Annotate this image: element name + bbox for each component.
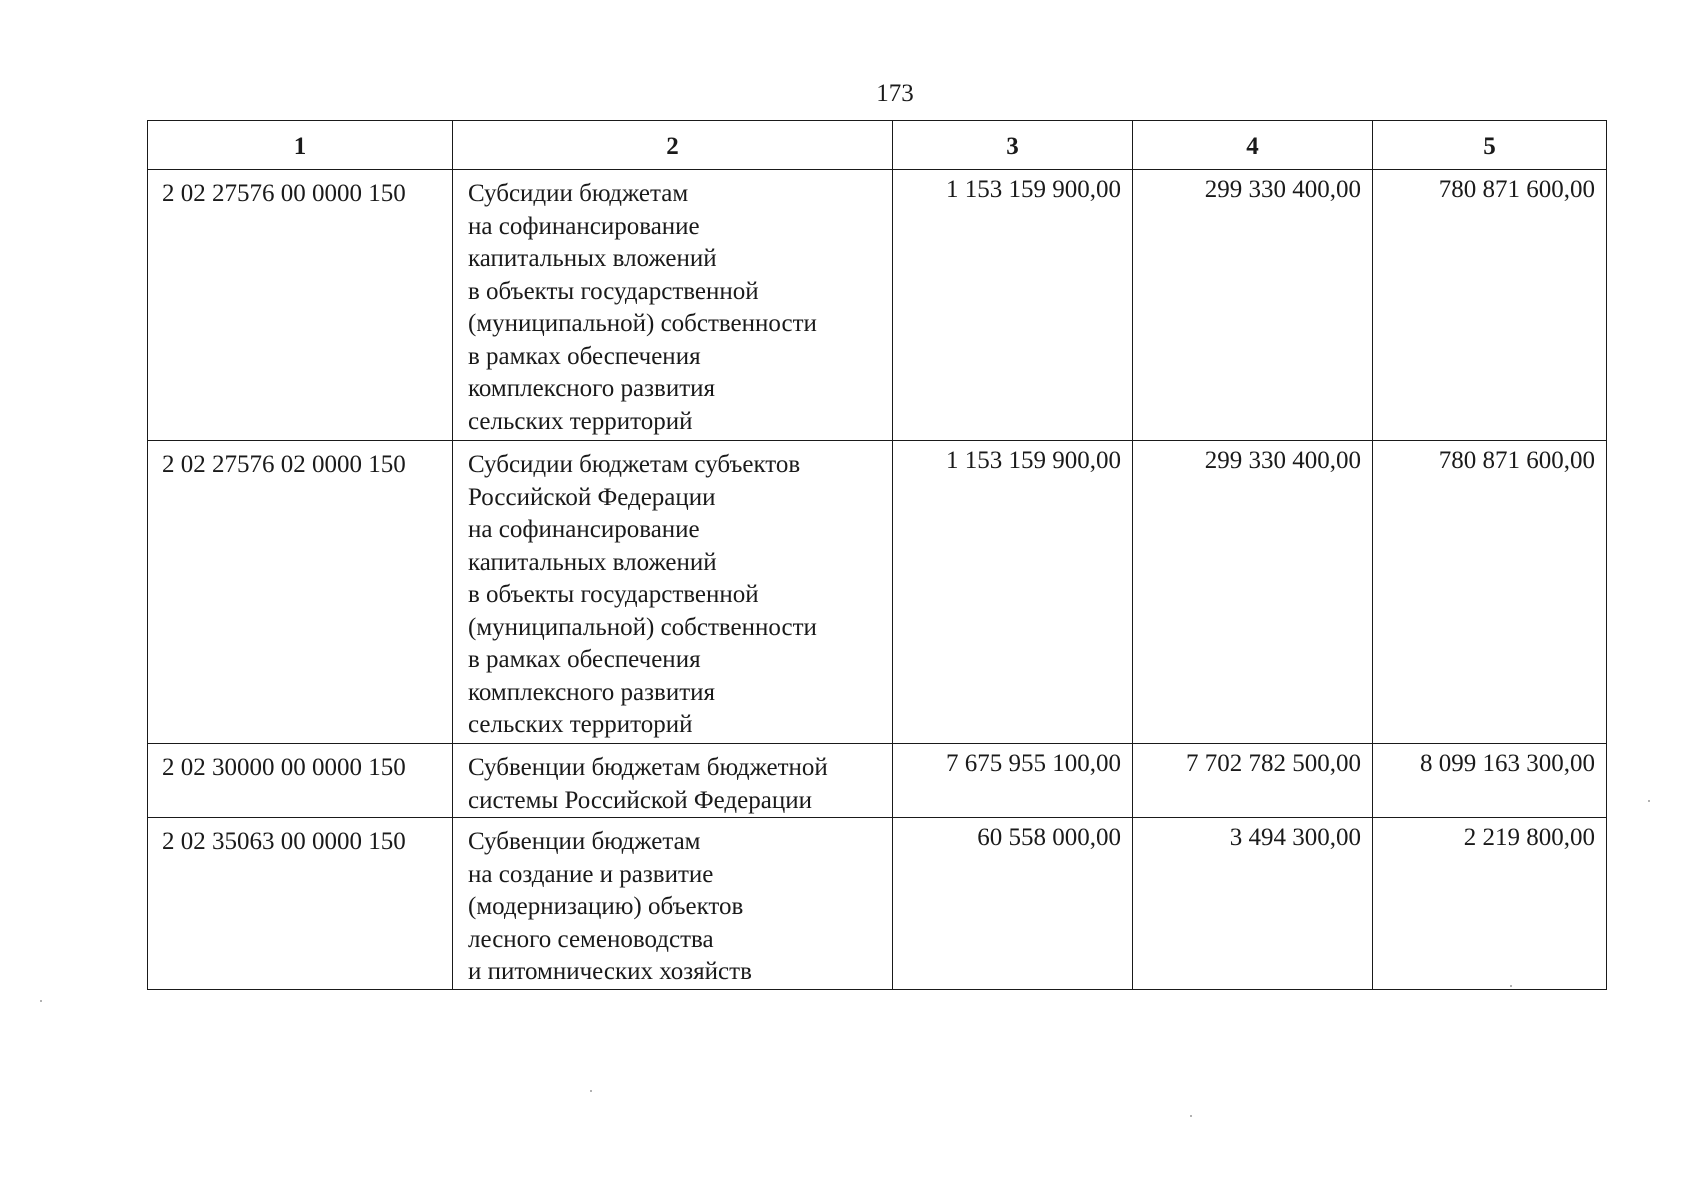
item-name	[453, 818, 893, 990]
scan-speck	[1648, 800, 1650, 802]
item-name-line: и питомнических хозяйств	[468, 958, 752, 985]
amount-col-3: 60 558 000,00	[893, 818, 1133, 990]
scan-speck	[590, 1090, 592, 1092]
item-name-line: в объекты государственной	[468, 581, 759, 608]
item-name-line: системы Российской Федерации	[468, 786, 812, 814]
item-name-line: на софинансирование	[468, 516, 700, 543]
item-name-line: капитальных вложений	[468, 548, 717, 576]
amount-col-4: 299 330 400,00	[1133, 170, 1373, 441]
item-name-line: (модернизацию) объектов	[468, 893, 744, 920]
column-header: 2	[453, 121, 893, 170]
amount-col-5: 8 099 163 300,00	[1373, 744, 1607, 818]
item-name-line: капитальных вложений	[468, 245, 717, 272]
table-row	[148, 818, 1607, 990]
amount-col-3: 7 675 955 100,00	[893, 744, 1133, 818]
item-name	[453, 744, 893, 818]
budget-code: 2 02 30000 00 0000 150	[148, 744, 453, 818]
item-name-line: в рамках обеспечения	[468, 646, 701, 673]
item-name-line: на софинансирование	[468, 212, 700, 240]
budget-code: 2 02 27576 02 0000 150	[148, 441, 453, 744]
item-name-line: Субвенции бюджетам бюджетной	[468, 754, 828, 781]
amount-col-4: 7 702 782 500,00	[1133, 744, 1373, 818]
budget-code: 2 02 35063 00 0000 150	[148, 818, 453, 990]
column-header: 5	[1373, 121, 1607, 170]
scan-speck	[1190, 1115, 1192, 1117]
table-header-row	[148, 121, 1607, 170]
item-name-line: в рамках обеспечения	[468, 342, 701, 370]
item-name-line: сельских территорий	[468, 407, 693, 435]
item-name-line: (муниципальной) собственности	[468, 310, 817, 337]
amount-col-5: 780 871 600,00	[1373, 441, 1607, 744]
item-name-line: сельских территорий	[468, 711, 693, 738]
amount-col-5: 2 219 800,00	[1373, 818, 1607, 990]
item-name-line: комплексного развития	[468, 375, 716, 402]
item-name-line: Субвенции бюджетам	[468, 828, 701, 855]
item-name-line: на создание и развитие	[468, 860, 714, 888]
column-header: 1	[148, 121, 453, 170]
item-name-line: (муниципальной) собственности	[468, 613, 817, 641]
item-name	[453, 441, 893, 744]
amount-col-4: 299 330 400,00	[1133, 441, 1373, 744]
amount-col-3: 1 153 159 900,00	[893, 441, 1133, 744]
amount-col-3: 1 153 159 900,00	[893, 170, 1133, 441]
item-name-line: комплексного развития	[468, 678, 716, 706]
item-name-line: в объекты государственной	[468, 277, 759, 305]
item-name-line: Российской Федерации	[468, 483, 716, 511]
item-name-line: лесного семеноводства	[468, 925, 714, 953]
item-name	[453, 170, 893, 441]
item-name-line: Субсидии бюджетам	[468, 180, 689, 207]
budget-code: 2 02 27576 00 0000 150	[148, 170, 453, 441]
table-row	[148, 441, 1607, 744]
scan-speck	[40, 1000, 42, 1002]
table-row	[148, 744, 1607, 818]
item-name-line: Субсидии бюджетам субъектов	[468, 451, 801, 478]
page-number: 173	[876, 80, 914, 107]
scan-speck	[1510, 985, 1512, 987]
amount-col-4: 3 494 300,00	[1133, 818, 1373, 990]
column-header: 4	[1133, 121, 1373, 170]
amount-col-5: 780 871 600,00	[1373, 170, 1607, 441]
table-row	[148, 170, 1607, 441]
budget-table	[147, 120, 1607, 990]
column-header: 3	[893, 121, 1133, 170]
